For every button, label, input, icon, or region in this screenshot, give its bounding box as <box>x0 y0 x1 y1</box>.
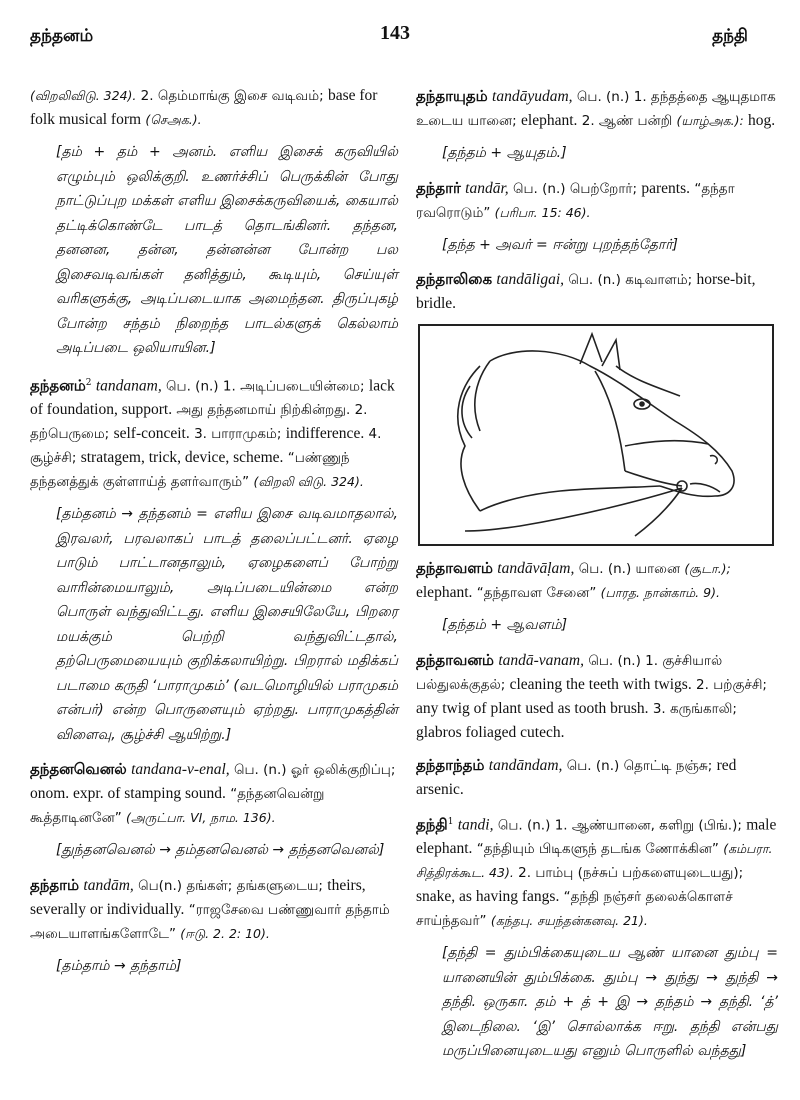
quotation: “தந்தனவென்று கூத்தாடினனே” <box>30 786 325 827</box>
sense-4-english: stratagem, trick, device, scheme. <box>80 449 284 467</box>
sense-2-tamil: 2. தற்பெருமை; <box>30 402 368 443</box>
header-guide-word-right: தந்தி <box>712 26 748 46</box>
part-of-speech: பெ. (n.) <box>576 89 630 105</box>
etymology-note: [தம்தனம் → தந்தனம் = எளிய இசை வடிவமாதலால், இரவலர், பரவலாகப் பாடத் தலைப்பட்டனர். ஏழை பாடும் பாட்டானதாலும், ஏழைகளைப் போற்று வாரின்மையாலும், அடிப்படையின்மை என்ற பொருள் வந்துவிட்டது. எளிய இசையிலேயே, பிறரை மயக்கும் பெற்றி வந்துவிட்டதால், தற்பெருமையையும் குறிக்கலாயிற்று. பிறரால் மதிக்கப் படாமை கருதி ‘பாராமுகம்’ (வடமொழியில் பராமுகம் என்பர்) என்ற பொருளையும் ஏற்றது. பாராமுகத்தின் விளைவு, சூழ்ச்சி ஆயிற்று.] <box>56 506 398 743</box>
part-of-speech: பெ. (n.) <box>578 561 632 577</box>
horse-head-drawing <box>420 326 772 544</box>
sense-1-tamil: 1. ஆண்யானை, களிறு <box>554 817 695 834</box>
english-gloss: base for folk musical form <box>30 87 378 128</box>
quotation: “தந்தா ரவரொடும்” <box>416 180 735 221</box>
sense-4-tamil: 4. சூழ்ச்சி; <box>30 426 382 467</box>
part-of-speech: பெ. (n.) <box>513 180 566 197</box>
english-gloss: theirs, severally or individually. <box>30 876 366 918</box>
entry-tandar <box>416 176 778 225</box>
sense-2-tamil: 2. பற்குச்சி; <box>696 676 767 693</box>
etymology-note: [தந்த + அவர் = ஈன்று புறந்தந்தோர்] <box>442 236 678 253</box>
sense-3-tamil: 3. பாராமுகம்; <box>194 426 282 443</box>
entry-tandavalam <box>416 556 778 605</box>
part-of-speech: பெ(n.) <box>138 877 183 894</box>
quotation: “தந்தியும் பிடிகளுந் தடங்க ணோக்கின” <box>476 841 719 858</box>
sense-number: 2. <box>140 88 154 104</box>
part-of-speech: பெ. (n.) <box>233 762 287 779</box>
entry-tandavanam <box>416 648 778 745</box>
header-guide-word-left: தந்தனம் <box>30 26 94 46</box>
transliteration: tandār, <box>465 179 509 197</box>
etymology-note: [தம்தாம் → தந்தாம்] <box>56 957 182 974</box>
entry-tandaligai <box>416 267 778 316</box>
headword: தந்தனம் <box>30 376 86 395</box>
sense-1-english: cleaning the teeth with twigs. <box>509 675 692 693</box>
headword: தந்தார் <box>416 178 461 197</box>
etymology-note: [துந்தனவெனல் → தம்தனவெனல் → தந்தனவெனல்] <box>56 842 385 859</box>
page-number: 143 <box>380 22 410 44</box>
quotation: “ராஜசேவை பண்ணுவார் தந்தாம் அடையாளங்களோடே” <box>30 901 390 942</box>
tamil-gloss: ஓர் ஒலிக்குறிப்பு; <box>290 762 396 779</box>
citation: (பரிபா. 15: 46). <box>494 204 591 220</box>
continued-entry <box>30 84 398 132</box>
page-header <box>0 0 800 60</box>
homograph-number: 1 <box>447 816 454 827</box>
quotation: “தந்தி நஞ்சர் தலைக்கொளச் சாய்ந்தவர்” <box>416 889 733 930</box>
citation: (செஅக.). <box>145 112 202 127</box>
transliteration: tandi, <box>457 816 494 834</box>
citation: (பாரத. நான்காம். 9). <box>600 585 720 600</box>
sense-1-tamil: 1. குச்சியால் பல்துலக்குதல்; <box>416 652 723 693</box>
sense-3-english: glabros foliaged cutech. <box>416 723 565 741</box>
headword: தந்தி <box>416 815 448 834</box>
citation: (யாழ்அக.): <box>676 113 744 128</box>
entry-tandi-1 <box>416 810 778 934</box>
transliteration: tandāvāḷam, <box>497 560 575 577</box>
english-gloss: horse-bit, bridle. <box>416 271 756 312</box>
transliteration: tandāyudam, <box>492 88 573 105</box>
citation: (விறலி விடு. 324). <box>253 474 364 490</box>
english-gloss: onom. expr. of stamping sound. <box>30 785 226 803</box>
citation: (ஈடு. 2. 2: 10). <box>180 925 270 941</box>
part-of-speech: பெ. (n.) <box>166 378 219 395</box>
quotation: “பண்ணுந் தந்தனத்துக் குள்ளாய்த் தளர்வாரும்” <box>30 450 350 491</box>
etymology-note: [தந்தி = தும்பிக்கையுடைய ஆண் யானை தும்பு = யானையின் தும்பிக்கை. தும்பு → துந்து → துந்தி → தந்தி. ஒருகா. தம் + த் + இ → தந்தம் → தந்தி. ‘த்’ இடைநிலை. ‘இ’ சொல்லாக்க ஈறு. தந்தி என்பது மருப்பினையுடையது எனும் பொருளில் வந்தது] <box>442 945 778 1060</box>
citation: (பிங்.); <box>698 817 742 834</box>
sense-2-tamil: 2. பாம்பு (நச்சுப் பற்களையுடையது); <box>518 865 744 882</box>
sense-3-tamil: 3. கருங்காலி; <box>652 700 737 717</box>
english-gloss: red arsenic. <box>416 756 737 798</box>
headword: தந்தாலிகை <box>416 270 493 288</box>
citation: (விறலிவிடு. 324). <box>30 88 137 103</box>
sense-2-english: snake, as having fangs. <box>416 888 560 906</box>
headword: தந்தாம் <box>30 875 80 894</box>
english-gloss: parents. <box>641 179 690 197</box>
part-of-speech: பெ. (n.) <box>588 652 641 669</box>
citation: (கந்தபு. சயந்தன்கனவு. 21). <box>490 913 648 929</box>
horse-bridle-illustration <box>418 324 774 546</box>
entry-tandanam-2 <box>30 371 398 495</box>
transliteration: tandanam, <box>95 377 162 395</box>
homograph-number: 2 <box>85 377 92 388</box>
sense-2-english: self-conceit. <box>113 425 190 443</box>
citation: (கம்பரா. சித்திரக்கூட. 43). <box>416 841 773 881</box>
tamil-gloss: தங்கள்; தங்களுடைய; <box>186 877 323 894</box>
part-of-speech: பெ. (n.) <box>497 817 551 834</box>
left-column <box>30 84 398 988</box>
etymology-note: [தந்தம் + ஆயுதம்.] <box>442 145 567 161</box>
citation: (அருட்பா. VI, நாம. 136). <box>126 810 276 826</box>
part-of-speech: பெ. (n.) <box>566 757 620 774</box>
entry-tandandam <box>416 753 778 802</box>
headword: தந்தாயுதம் <box>416 87 488 105</box>
sense-2-english: hog. <box>748 112 776 129</box>
entry-tandanavenal <box>30 757 398 830</box>
sense-1-english: elephant. <box>521 112 578 129</box>
tamil-gloss: யானை <box>635 561 681 577</box>
sense-1-example: அது தந்தனமாய் நிற்கின்றது. <box>176 402 351 419</box>
right-column <box>416 84 778 1074</box>
quotation: “தந்தாவள சேனை” <box>476 585 597 601</box>
transliteration: tandām, <box>83 876 134 894</box>
sense-2-tamil: 2. ஆண் பன்றி <box>581 113 673 129</box>
sense-1-tamil: 1. தந்தத்தை ஆயுதமாக உடைய யானை; <box>416 89 776 129</box>
english-gloss: elephant. <box>416 584 473 601</box>
transliteration: tandāndam, <box>488 756 563 774</box>
part-of-speech: பெ. (n.) <box>568 272 621 288</box>
transliteration: tandā-vanam, <box>498 651 584 669</box>
entry-tandayudam <box>416 84 778 133</box>
tamil-gloss: தெம்மாங்கு இசை வடிவம்; <box>157 88 324 104</box>
transliteration: tandāligai, <box>496 271 565 288</box>
citation: (சூடா.); <box>684 561 731 576</box>
headword: தந்தாவனம் <box>416 650 494 669</box>
sense-1-english: lack of foundation, support. <box>30 377 395 419</box>
tamil-gloss: கடிவாளம்; <box>625 272 693 288</box>
tamil-gloss: பெற்றோர்; <box>569 180 638 197</box>
etymology-note: [தம் + தம் + அனம். எளிய இசைக் கருவியில் எழும்பும் ஒலிக்குறி. உணர்ச்சிப் பெருக்கின் போது நாட்டுப்புற மக்கள் எளிய இசைக்கருவியைக், கையால் தட்டிக்கொண்டே பாடத் தொடங்கினர். தந்தன, தனனன, தன்ன, தன்னன்ன போன்ற பல இசைவடிவங்கள் தனித்தும், கூடியும், செய்யுள் வரிகளுக்கு, அடிப்படையாக அமைந்தன. திருப்புகழ் போன்ற சந்தம் நிறைந்த பாடல்களுக் கெல்லாம் அடிப்படை ஒலியாயின.] <box>56 144 398 356</box>
headword: தந்தாவளம் <box>416 559 493 577</box>
entry-tandam <box>30 873 398 946</box>
transliteration: tandana-v-enal, <box>131 761 230 779</box>
headword: தந்தனவெனல் <box>30 760 127 779</box>
etymology-note: [தந்தம் + ஆவளம்] <box>442 617 568 633</box>
sense-1-tamil: 1. அடிப்படையின்மை; <box>222 378 365 395</box>
sense-2-english: any twig of plant used as tooth brush. <box>416 699 649 717</box>
headword: தந்தாந்தம் <box>416 755 485 774</box>
sense-3-english: indifference. <box>285 425 365 443</box>
tamil-gloss: தொட்டி நஞ்சு; <box>623 757 713 774</box>
sense-1-english: male elephant. <box>416 816 777 858</box>
